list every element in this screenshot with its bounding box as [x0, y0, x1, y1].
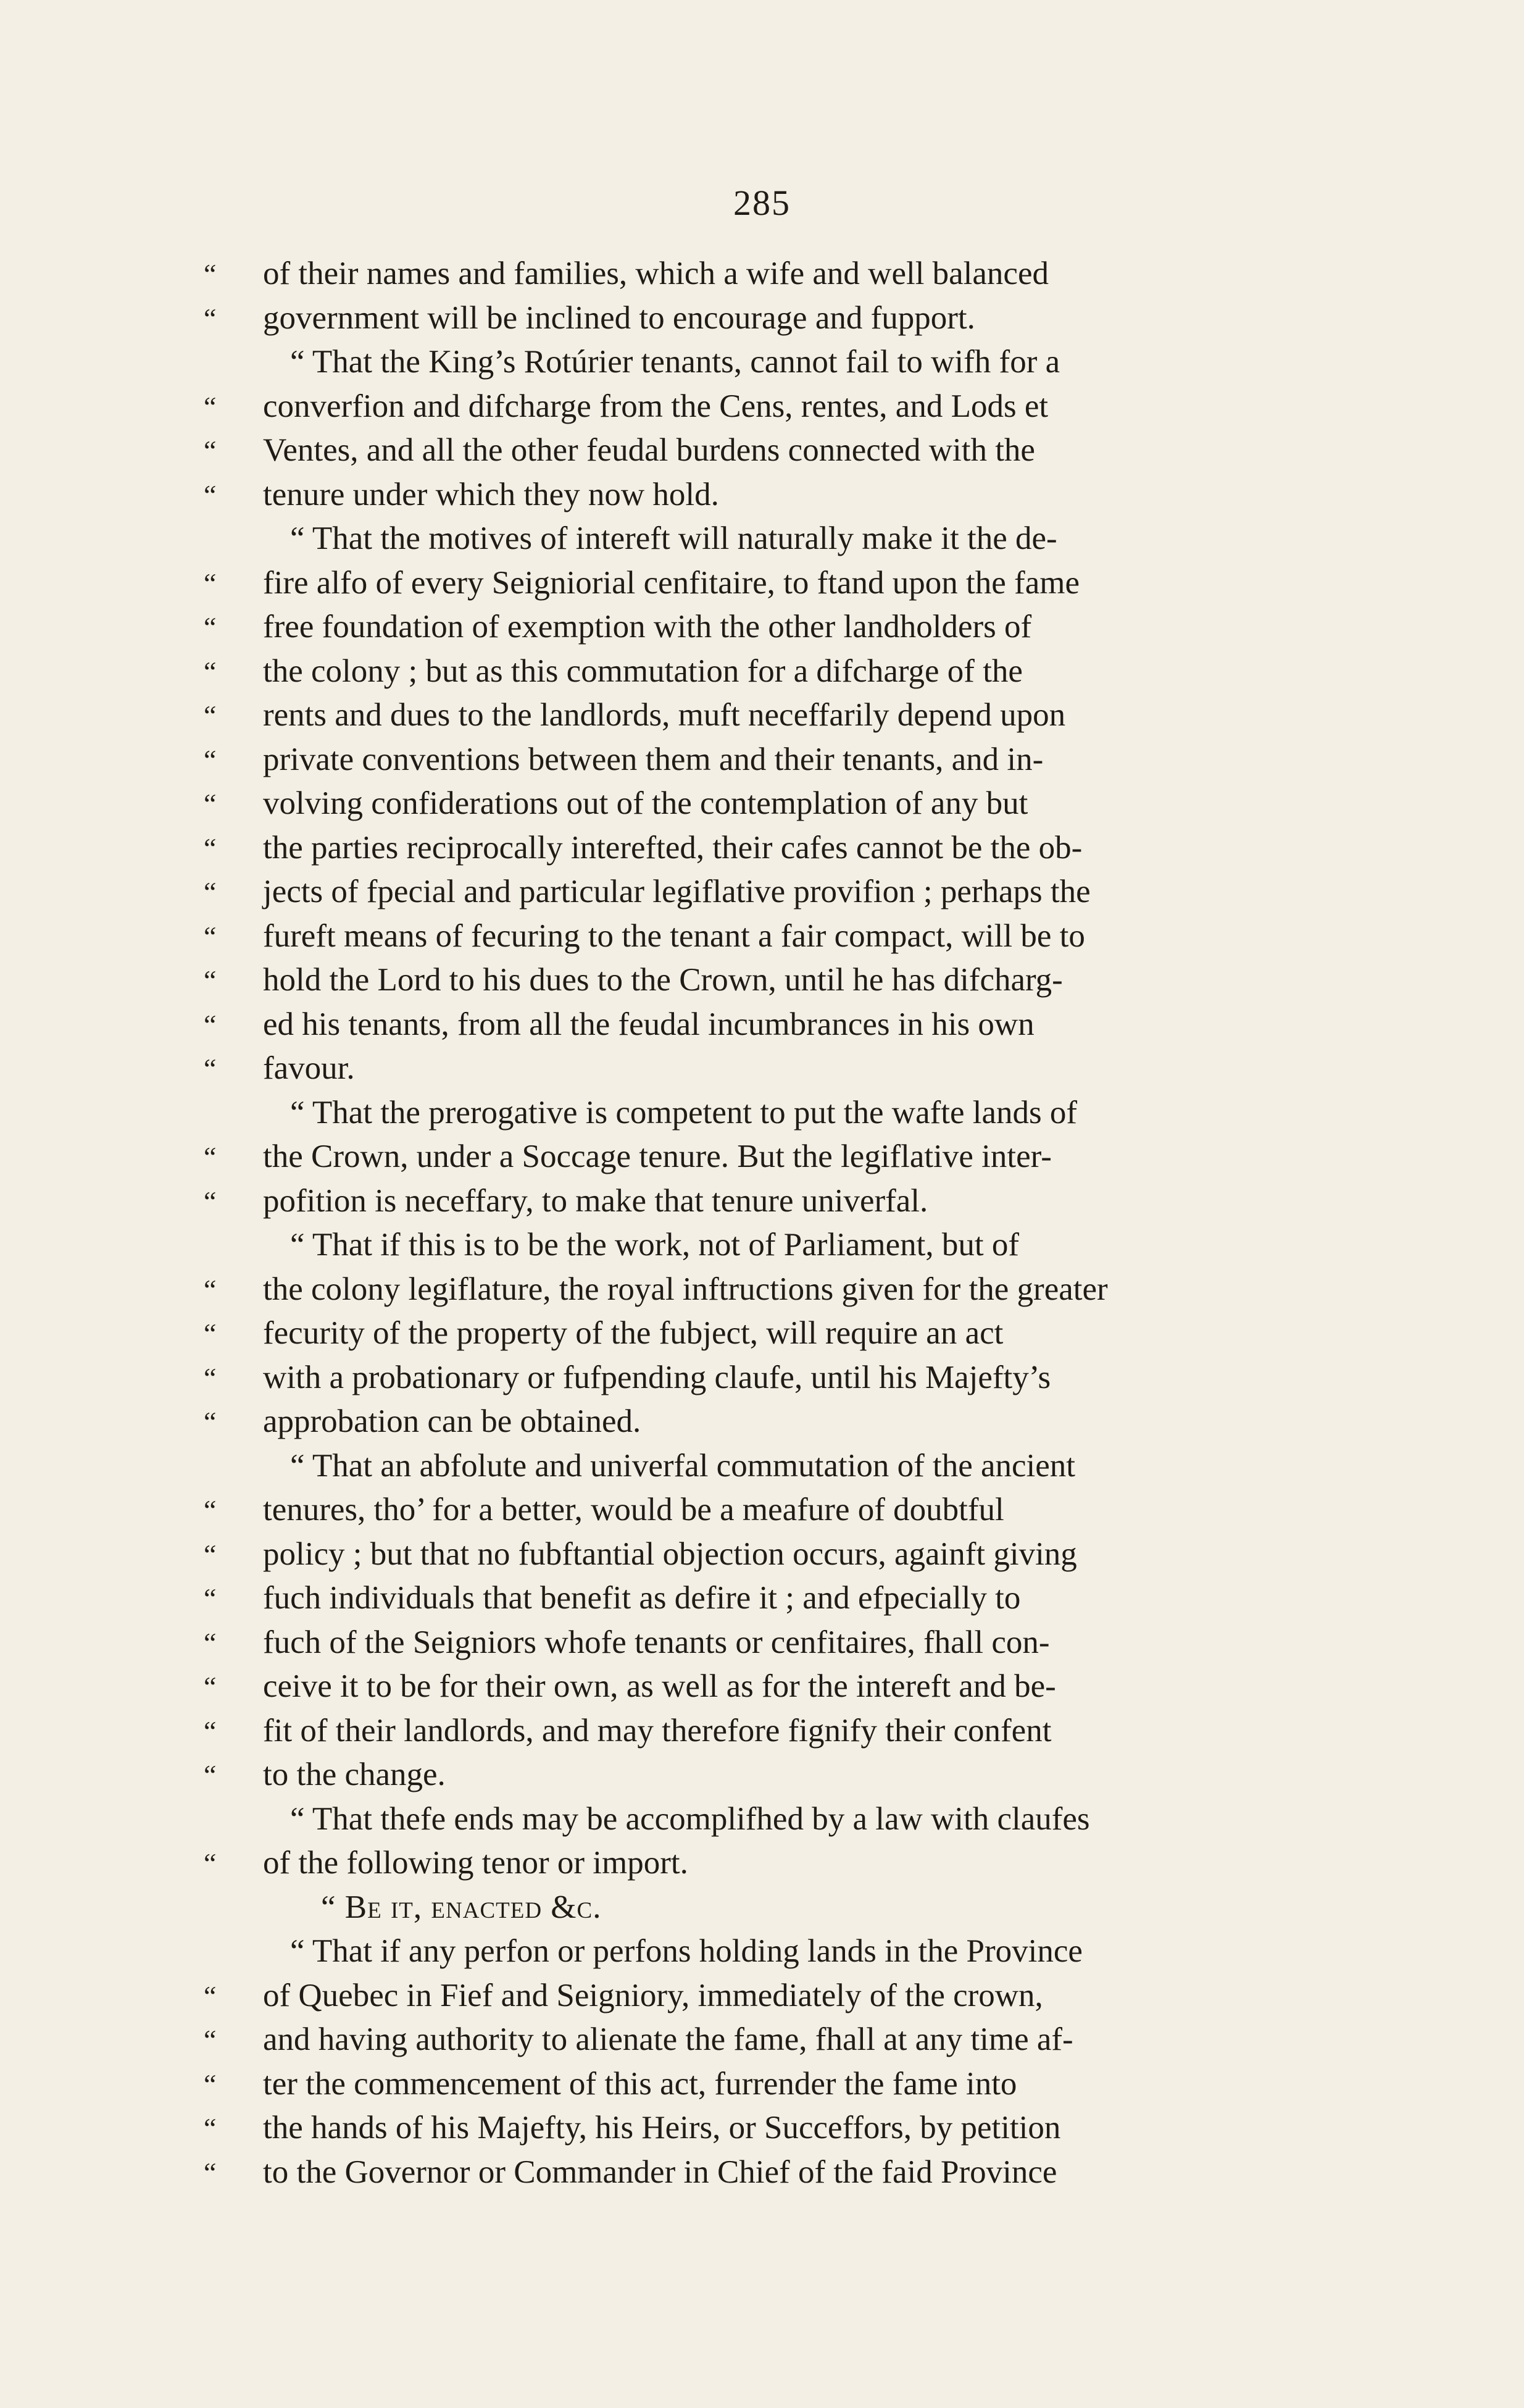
line-text: volving confiderations out of the contemplation of any but [263, 785, 1028, 821]
line-text: free foundation of exemption with the other landholders of [263, 609, 1032, 645]
text-line [204, 385, 1346, 429]
text-line [204, 473, 1346, 517]
quote-mark: “ [204, 832, 217, 864]
text-line [204, 1091, 1346, 1135]
text-line [204, 738, 1346, 782]
text-line [204, 1665, 1346, 1709]
line-text: “ That thefe ends may be accomplifhed by a law with claufes [290, 1800, 1090, 1837]
quote-mark: “ [204, 1671, 217, 1702]
line-text: tenures, tho’ for a better, would be a meafure of doubtful [263, 1492, 1004, 1528]
quote-mark: “ [204, 700, 217, 731]
text-line [204, 340, 1346, 385]
line-text: the colony legiflature, the royal inftructions given for the greater [263, 1271, 1108, 1307]
line-text: of Quebec in Fief and Seigniory, immediately of the crown, [263, 1977, 1043, 2013]
text-line [204, 2062, 1346, 2107]
line-text: of their names and families, which a wife and well balanced [263, 256, 1049, 291]
quote-mark: “ [204, 920, 217, 952]
text-line [204, 1886, 1346, 1930]
line-text: fecurity of the property of the fubject, will require an act [263, 1315, 1004, 1351]
line-text: Ventes, and all the other feudal burdens connected with the [263, 432, 1035, 468]
quote-mark: “ [204, 302, 217, 334]
line-text: ter the commencement of this act, furrender the fame into [263, 2065, 1017, 2102]
text-line [204, 1841, 1346, 1886]
quote-mark: “ [204, 876, 217, 908]
quote-mark: “ [204, 1979, 217, 2012]
line-text: fuch of the Seigniors whofe tenants or cenfitaires, fhall con- [263, 1624, 1050, 1660]
quote-mark: “ [204, 1759, 217, 1791]
text-line [204, 1179, 1346, 1224]
text-line [204, 1444, 1346, 1489]
text-line [204, 605, 1346, 650]
line-text: “ That if this is to be the work, not of Parliament, but of [290, 1227, 1020, 1263]
text-line [204, 1003, 1346, 1047]
text-line [204, 914, 1346, 959]
line-text: fuch individuals that benefit as defire it ; and efpecially to [263, 1580, 1021, 1616]
quote-mark: “ [204, 1273, 217, 1305]
line-text: favour. [263, 1050, 355, 1086]
quote-mark: “ [204, 1406, 217, 1437]
text-line [204, 517, 1346, 561]
text-line [204, 826, 1346, 871]
quote-mark: “ [204, 435, 217, 466]
text-line [204, 2018, 1346, 2062]
line-text: the parties reciprocally interefted, their cafes cannot be the ob- [263, 829, 1083, 866]
line-text: of the following tenor or import. [263, 1845, 688, 1881]
text-line [204, 958, 1346, 1003]
quote-mark: “ [204, 1582, 217, 1614]
line-text: pofition is neceffary, to make that tenure univerfal. [263, 1182, 928, 1219]
line-text: “ That if any perfon or perfons holding lands in the Province [290, 1933, 1083, 1969]
text-line [204, 1223, 1346, 1268]
line-text: hold the Lord to his dues to the Crown, until he has difcharg- [263, 962, 1063, 998]
quote-mark: “ [204, 1053, 217, 1084]
quote-mark: “ [204, 1318, 217, 1349]
text-line [204, 1356, 1346, 1400]
text-line [204, 1488, 1346, 1532]
text-line [204, 693, 1346, 738]
line-text: fureft means of fecuring to the tenant a fair compact, will be to [263, 918, 1085, 954]
text-line [204, 650, 1346, 694]
line-text: to the Governor or Commander in Chief of the faid Province [263, 2154, 1057, 2190]
text-line [204, 1797, 1346, 1842]
line-text: jects of fpecial and particular legiflative provifion ; perhaps the [263, 874, 1091, 909]
text-line [204, 1532, 1346, 1577]
text-line [204, 1400, 1346, 1444]
quote-mark: “ [204, 1361, 217, 1394]
line-text: “ That the prerogative is competent to put the wafte lands of [290, 1094, 1078, 1131]
line-text: rents and dues to the landlords, muft neceffarily depend upon [263, 697, 1066, 733]
text-line [204, 1135, 1346, 1179]
line-text: approbation can be obtained. [263, 1403, 641, 1439]
line-text: converfion and difcharge from the Cens, rentes, and Lods et [263, 388, 1049, 424]
text-line [204, 1753, 1346, 1797]
quote-mark: “ [204, 2156, 217, 2188]
line-text: “ That the motives of intereft will naturally make it the de- [290, 520, 1057, 556]
line-text: “ That the King’s Rotúrier tenants, cannot fail to wifh for a [290, 344, 1060, 380]
quote-mark: “ [204, 479, 217, 511]
text-line [204, 1709, 1346, 1754]
text-line [204, 296, 1346, 341]
line-text: “ Be it, enacted &c. [321, 1889, 602, 1925]
line-text: ceive it to be for their own, as well as for the intereft and be- [263, 1668, 1056, 1704]
quote-mark: “ [204, 1538, 217, 1570]
text-line [204, 1268, 1346, 1312]
quote-mark: “ [204, 1847, 217, 1879]
line-text: with a probationary or fufpending claufe, until his Majefty’s [263, 1359, 1051, 1395]
text-line [204, 429, 1346, 473]
text-line [204, 2151, 1346, 2195]
text-line [204, 782, 1346, 826]
text-line [204, 1929, 1346, 1974]
quote-mark: “ [204, 390, 217, 422]
text-line [204, 1974, 1346, 2018]
line-text: ed his tenants, from all the feudal incumbrances in his own [263, 1006, 1035, 1042]
quote-mark: “ [204, 1494, 217, 1526]
text-line [204, 1621, 1346, 1665]
text-line [204, 252, 1346, 296]
line-text: private conventions between them and their tenants, and in- [263, 741, 1044, 777]
quote-mark: “ [204, 2024, 217, 2055]
line-text: tenure under which they now hold. [263, 476, 719, 512]
quote-mark: “ [204, 2068, 217, 2100]
line-text: “ That an abfolute and univerfal commutation of the ancient [290, 1447, 1076, 1484]
quote-mark: “ [204, 611, 217, 643]
quote-mark: “ [204, 743, 217, 775]
quote-mark: “ [204, 1715, 217, 1747]
text-line [204, 1047, 1346, 1091]
text-line [204, 1311, 1346, 1356]
quote-mark: “ [204, 964, 217, 996]
line-text: to the change. [263, 1757, 446, 1792]
line-text: the hands of his Majefty, his Heirs, or Succeffors, by petition [263, 2110, 1061, 2146]
text-line [204, 1576, 1346, 1621]
text-line [204, 561, 1346, 606]
page-number: 285 [733, 183, 791, 223]
line-text: the Crown, under a Soccage tenure. But the legiflative inter- [263, 1139, 1052, 1174]
quote-mark: “ [204, 1141, 217, 1173]
line-text: fit of their landlords, and may therefore fignify their confent [263, 1712, 1052, 1749]
line-text: fire alfo of every Seigniorial cenfitaire, to ftand upon the fame [263, 564, 1080, 601]
quote-mark: “ [204, 1185, 217, 1217]
quote-mark: “ [204, 1626, 217, 1658]
quote-mark: “ [204, 655, 217, 687]
line-text: the colony ; but as this commutation for a difcharge of the [263, 653, 1023, 689]
text-line [204, 2106, 1346, 2151]
line-text: and having authority to alienate the fame, fhall at any time af- [263, 2021, 1073, 2057]
text-line [204, 870, 1346, 914]
quote-mark: “ [204, 1008, 217, 1040]
quote-mark: “ [204, 2112, 217, 2144]
body-text [204, 252, 1346, 2194]
quote-mark: “ [204, 258, 217, 290]
line-text: government will be inclined to encourage and fupport. [263, 299, 975, 336]
quote-mark: “ [204, 567, 217, 599]
line-text: policy ; but that no fubftantial objection occurs, againft giving [263, 1536, 1077, 1572]
quote-mark: “ [204, 788, 217, 819]
